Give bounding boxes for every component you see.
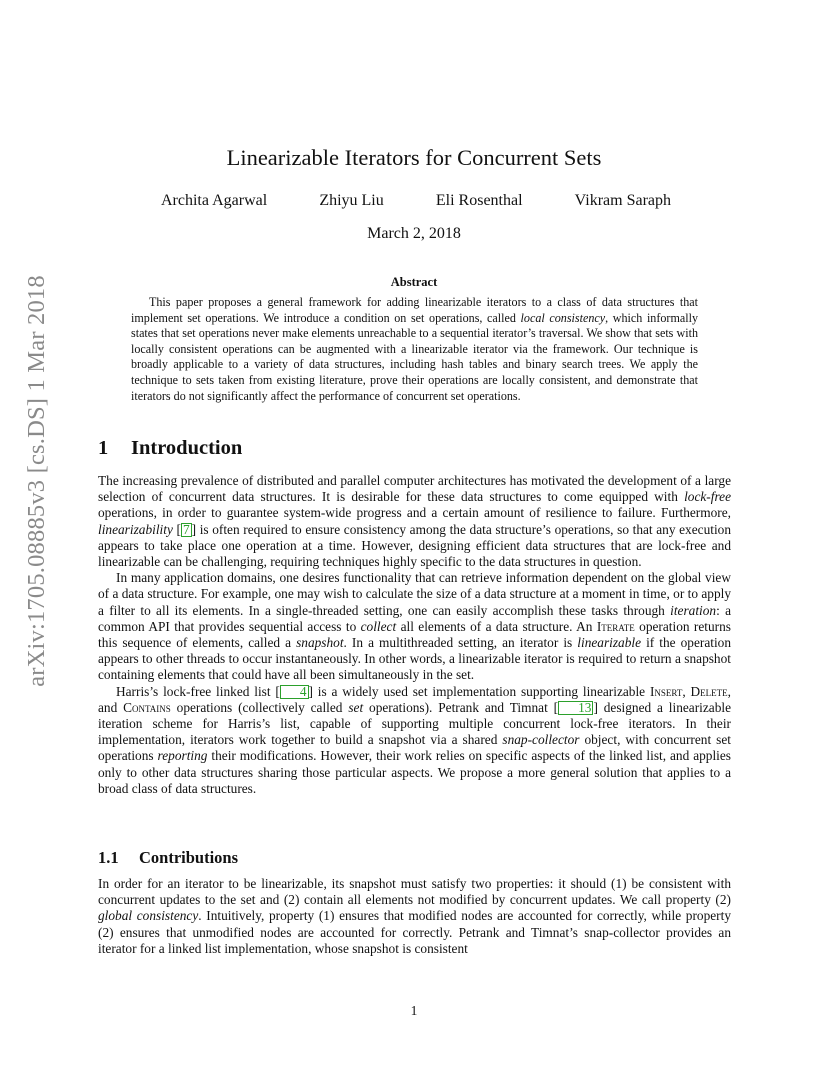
citation-link[interactable]: 13 [558,701,593,715]
paragraph: In many application domains, one desires functionality that can retrieve information dependent on the global view of a data structure. For example, one may wish to calculate the size of a data structure at a moment in time, or to apply a filter to all its elements. In a single-threaded setting, one can easily accomplish these tasks through iteration: a common API that provides sequential access to collect all elements of a data structure. An Iterate operation returns this sequence of elements, called a snapshot. In a multithreaded setting, an iterator is linearizable if the operation appears to other threads to occur instantaneously. In other words, a linearizable iterator is required to return a snapshot containing elements that could have all been simultaneously in the set. [98,570,731,683]
abstract-heading: Abstract [390,275,438,289]
citation-link[interactable]: 4 [280,685,309,699]
section-heading-contributions: 1.1 Contributions [98,848,239,867]
paragraph: In order for an iterator to be linearizable, its snapshot must satisfy two properties: it should (1) be consistent with concurrent updates to the set and (2) contain all elements not modified by concurrent updates. We call property (2) global consistency. Intuitively, property (1) ensures that modified nodes are accounted for correctly, while property (2) ensures that unmodified nodes are accounted for correctly. Petrank and Timnat’s snap-collector provides an iterator for a linked list implementation, whose snapshot is consistent [98,876,731,956]
paper-date: March 2, 2018 [367,225,461,242]
paragraph: The increasing prevalence of distributed and parallel computer architectures has motivated the development of a large selection of concurrent data structures. It is desirable for these data structures to come equipped with lock-free operations, in order to guarantee system-wide progress and a certain amount of resilience to failure. Furthermore, linearizability [ 7 ] is often required to ensure consistency among the data structure’s operations, so that any execution appears to take place one operation at a time. However, designing efficient data structures that are lock-free and linearizable can be challenging, requiring techniques highly specific to the data structures in question. [98,473,731,570]
author-name: Eli Rosenthal [435,192,523,209]
page-number: 1 [410,1003,418,1018]
introduction-body [98,473,731,797]
author-name: Zhiyu Liu [319,192,384,209]
arxiv-stamp [22,275,52,687]
paragraph: Harris’s lock-free linked list [ 4 ] is a widely used set implementation supporting linearizable Insert, Delete, and Contains operations (collectively called set operations). Petrank and Timnat [ 13 ] designed a linearizable iteration scheme for Harris’s list, capable of supporting multiple concurrent lock-free iterators. In their implementation, iterators work together to build a snapshot via a shared snap-collector object, with concurrent set operations reporting their modifications. However, their work relies on specific aspects of the linked list, and applies only to other data structures sharing those particular aspects. We propose a more general solution that applies to a broad class of data structures. [98,683,732,796]
abstract-text: This paper proposes a general framework for adding linearizable iterators to a class of data structures that implement set operations. We introduce a condition on set operations, called local consistency, which informally states that set operations never make elements unreachable to a sequential iterator’s traversal. We show that sets with locally consistent operations can be augmented with a linearizable iterator via the framework. Our technique is broadly applicable to a variety of data structures, including hash tables and binary search trees. We apply the technique to sets taken from existing literature, prove their operations are locally consistent, and demonstrate that iterators do not significantly affect the performance of concurrent set operations. [131,295,698,403]
arxiv-stamp-text: arXiv:1705.08885v3 [cs.DS] 1 Mar 2018 [23,275,50,687]
citation-link[interactable]: 7 [182,521,190,537]
author-list [161,192,671,210]
paper-title: Linearizable Iterators for Concurrent Sets [226,145,602,170]
contributions-body [98,876,731,957]
section-heading-introduction: 1 Introduction [98,437,243,459]
author-name: Vikram Saraph [574,192,671,209]
author-name: Archita Agarwal [161,192,268,209]
